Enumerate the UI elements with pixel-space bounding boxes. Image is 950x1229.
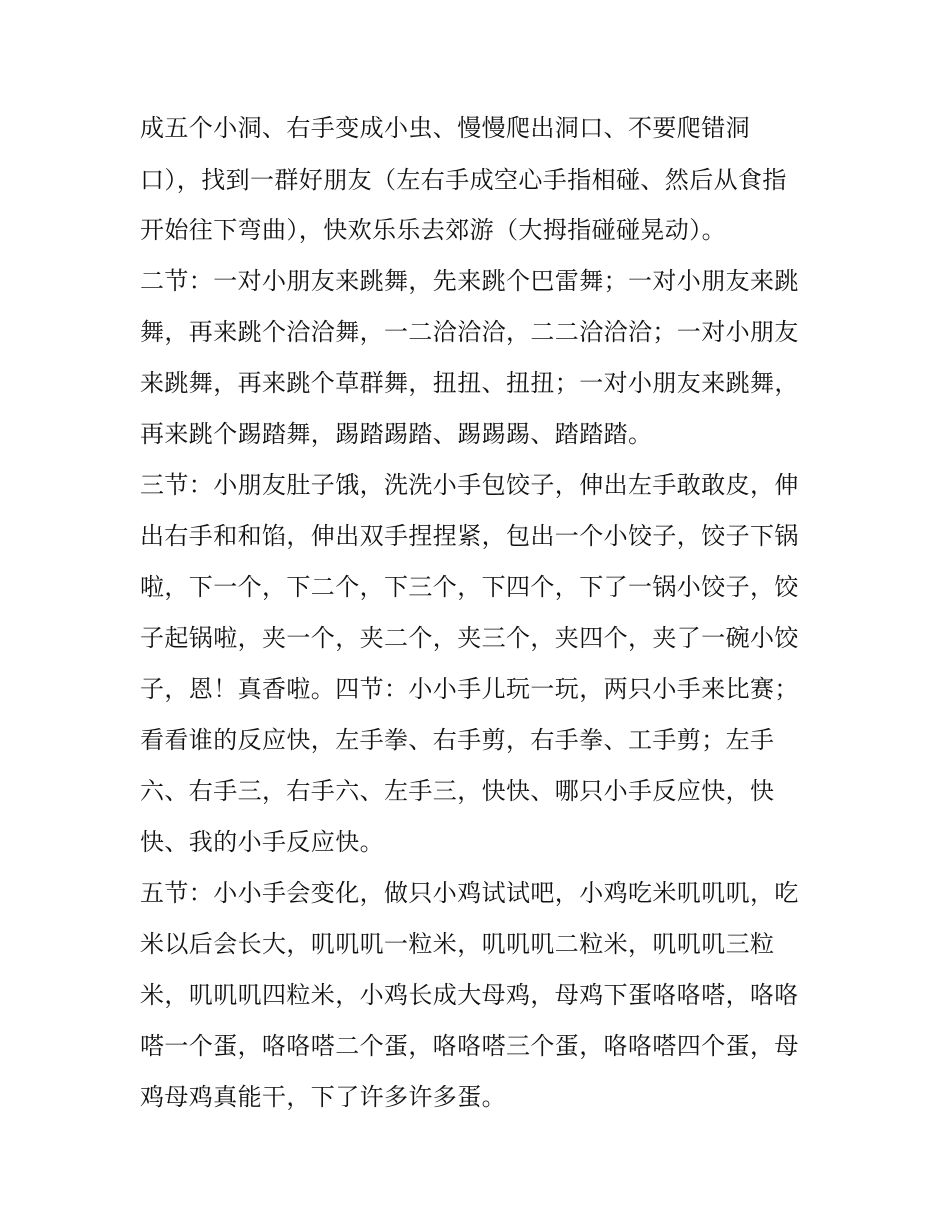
text-line: 快、我的小手反应快。 bbox=[140, 828, 384, 856]
text-line: 看看谁的反应快，左手拳、右手剪，右手拳、工手剪；左手 bbox=[140, 726, 775, 754]
text-line: 三节：小朋友肚子饿，洗洗小手包饺子，伸出左手敢敢皮，伸 bbox=[140, 471, 799, 499]
text-line: 二节：一对小朋友来跳舞，先来跳个巴雷舞；一对小朋友来跳 bbox=[140, 267, 799, 295]
text-line: 开始往下弯曲），快欢乐乐去郊游（大拇指碰碰晃动）。 bbox=[140, 216, 726, 244]
text-line: 子，恩！真香啦。四节：小小手儿玩一玩，两只小手来比赛； bbox=[140, 675, 799, 703]
text-line: 六、右手三，右手六、左手三，快快、哪只小手反应快，快 bbox=[140, 777, 775, 805]
text-line: 口），找到一群好朋友（左右手成空心手指相碰、然后从食指 bbox=[140, 166, 787, 194]
text-line: 米以后会长大，叽叽叽一粒米，叽叽叽二粒米，叽叽叽三粒 bbox=[140, 930, 775, 958]
text-line: 成五个小洞、右手变成小虫、慢慢爬出洞口、不要爬错洞 bbox=[140, 114, 750, 142]
text-line: 鸡母鸡真能干，下了许多许多蛋。 bbox=[140, 1083, 506, 1111]
text-line: 米，叽叽叽四粒米，小鸡长成大母鸡，母鸡下蛋咯咯嗒，咯咯 bbox=[140, 981, 799, 1009]
text-line: 出右手和和馅，伸出双手捏捏紧，包出一个小饺子，饺子下锅 bbox=[140, 522, 799, 550]
text-line: 啦，下一个，下二个，下三个，下四个，下了一锅小饺子，饺 bbox=[140, 573, 799, 601]
text-line: 再来跳个踢踏舞，踢踏踢踏、踢踢踢、踏踏踏。 bbox=[140, 420, 653, 448]
text-line: 嗒一个蛋，咯咯嗒二个蛋，咯咯嗒三个蛋，咯咯嗒四个蛋，母 bbox=[140, 1032, 799, 1060]
text-line: 来跳舞，再来跳个草群舞，扭扭、扭扭；一对小朋友来跳舞， bbox=[140, 369, 799, 397]
text-line: 子起锅啦，夹一个，夹二个，夹三个，夹四个，夹了一碗小饺 bbox=[140, 624, 799, 652]
text-line: 五节：小小手会变化，做只小鸡试试吧，小鸡吃米叽叽叽，吃 bbox=[140, 879, 799, 907]
text-line: 舞，再来跳个洽洽舞，一二洽洽洽，二二洽洽洽；一对小朋友 bbox=[140, 318, 799, 346]
